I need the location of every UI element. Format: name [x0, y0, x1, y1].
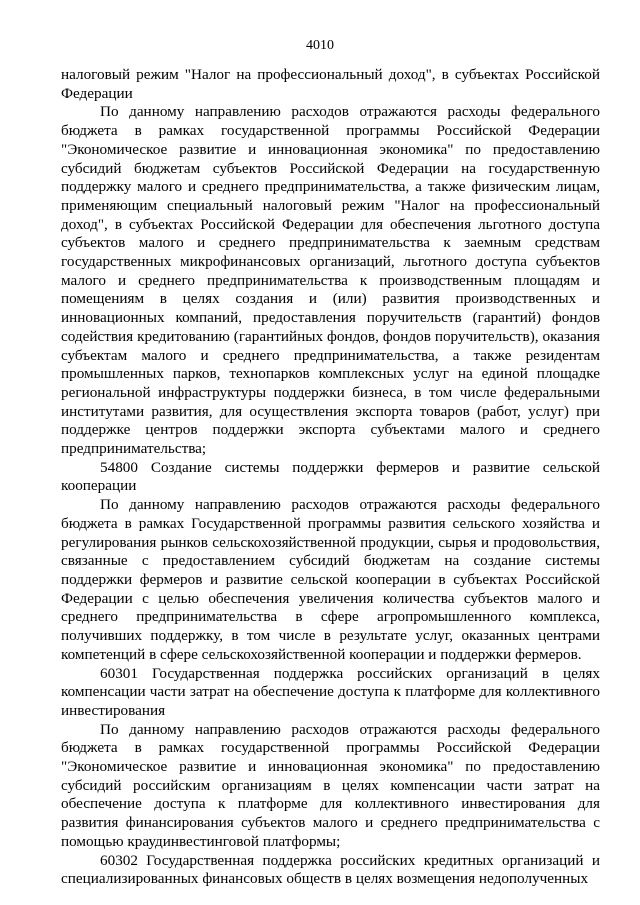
paragraph-description: По данному направлению расходов отражаются расходы федерального бюджета в рамках государственной программы Российской Федерации "Экономическое развитие и инновационная экономика" по предоставлению субсидий российским организациям в целях компенсации части затрат на обеспечение доступа к платформе для коллективного инвестирования для развития финансирования субъектов малого и среднего предпринимательства с помощью краудинвестинговой платформы; — [61, 720, 600, 850]
paragraph-heading-54800: 54800 Создание системы поддержки фермеров и развитие сельской кооперации — [61, 458, 600, 495]
page-number: 4010 — [306, 38, 334, 53]
paragraph-continuation: налоговый режим "Налог на профессиональный доход", в субъектах Российской Федерации — [61, 66, 600, 102]
paragraph-description: По данному направлению расходов отражаются расходы федерального бюджета в рамках государственной программы Российской Федерации "Экономическое развитие и инновационная экономика" по предоставлению субсидий бюджетам субъектов Российской Федерации на государственную поддержку малого и среднего предпринимательства, а также физическим лицам, применяющим специальный налоговый режим "Налог на профессиональный доход", в субъектах Российской Федерации для обеспечения льготного доступа субъектов малого и среднего предпринимательства к заемным средствам государственных микрофинансовых организаций, льготного доступа субъектов малого и среднего предпринимательства к производственным площадям и помещениям в целях создания и (или) развития производственных и инновационных компаний, предоставления поручительств (гарантий) фондов содействия кредитованию (гарантийных фондов, фондов поручительств), оказания субъектам малого и среднего предпринимательства, а также резидентам промышленных парков, технопарков комплексных услуг на единой площадке региональной инфраструктуры поддержки бизнеса, в том числе федеральными институтами развития, для осуществления экспорта товаров (работ, услуг) при поддержке центров поддержки экспорта субъектами малого и среднего предпринимательства; — [61, 103, 600, 458]
page-body — [61, 66, 600, 889]
paragraph-heading-60301: 60301 Государственная поддержка российских организаций в целях компенсации части затрат на обеспечение доступа к платформе для коллективного инвестирования — [61, 664, 600, 719]
paragraph-heading-60302: 60302 Государственная поддержка российских кредитных организаций и специализированных финансовых обществ в целях возмещения недополученных — [61, 851, 600, 888]
paragraph-description: По данному направлению расходов отражаются расходы федерального бюджета в рамках Государственной программы развития сельского хозяйства и регулирования рынков сельскохозяйственной продукции, сырья и продовольствия, связанные с предоставлением субсидий бюджетам на создание системы поддержки фермеров и развитие сельской кооперации в субъектах Российской Федерации с целью обеспечения увеличения количества субъектов малого и среднего предпринимательства в сфере агропромышленного комплекса, получивших поддержку, в том числе в результате услуг, оказанных центрами компетенций в сфере сельскохозяйственной кооперации и поддержки фермеров. — [61, 496, 600, 663]
